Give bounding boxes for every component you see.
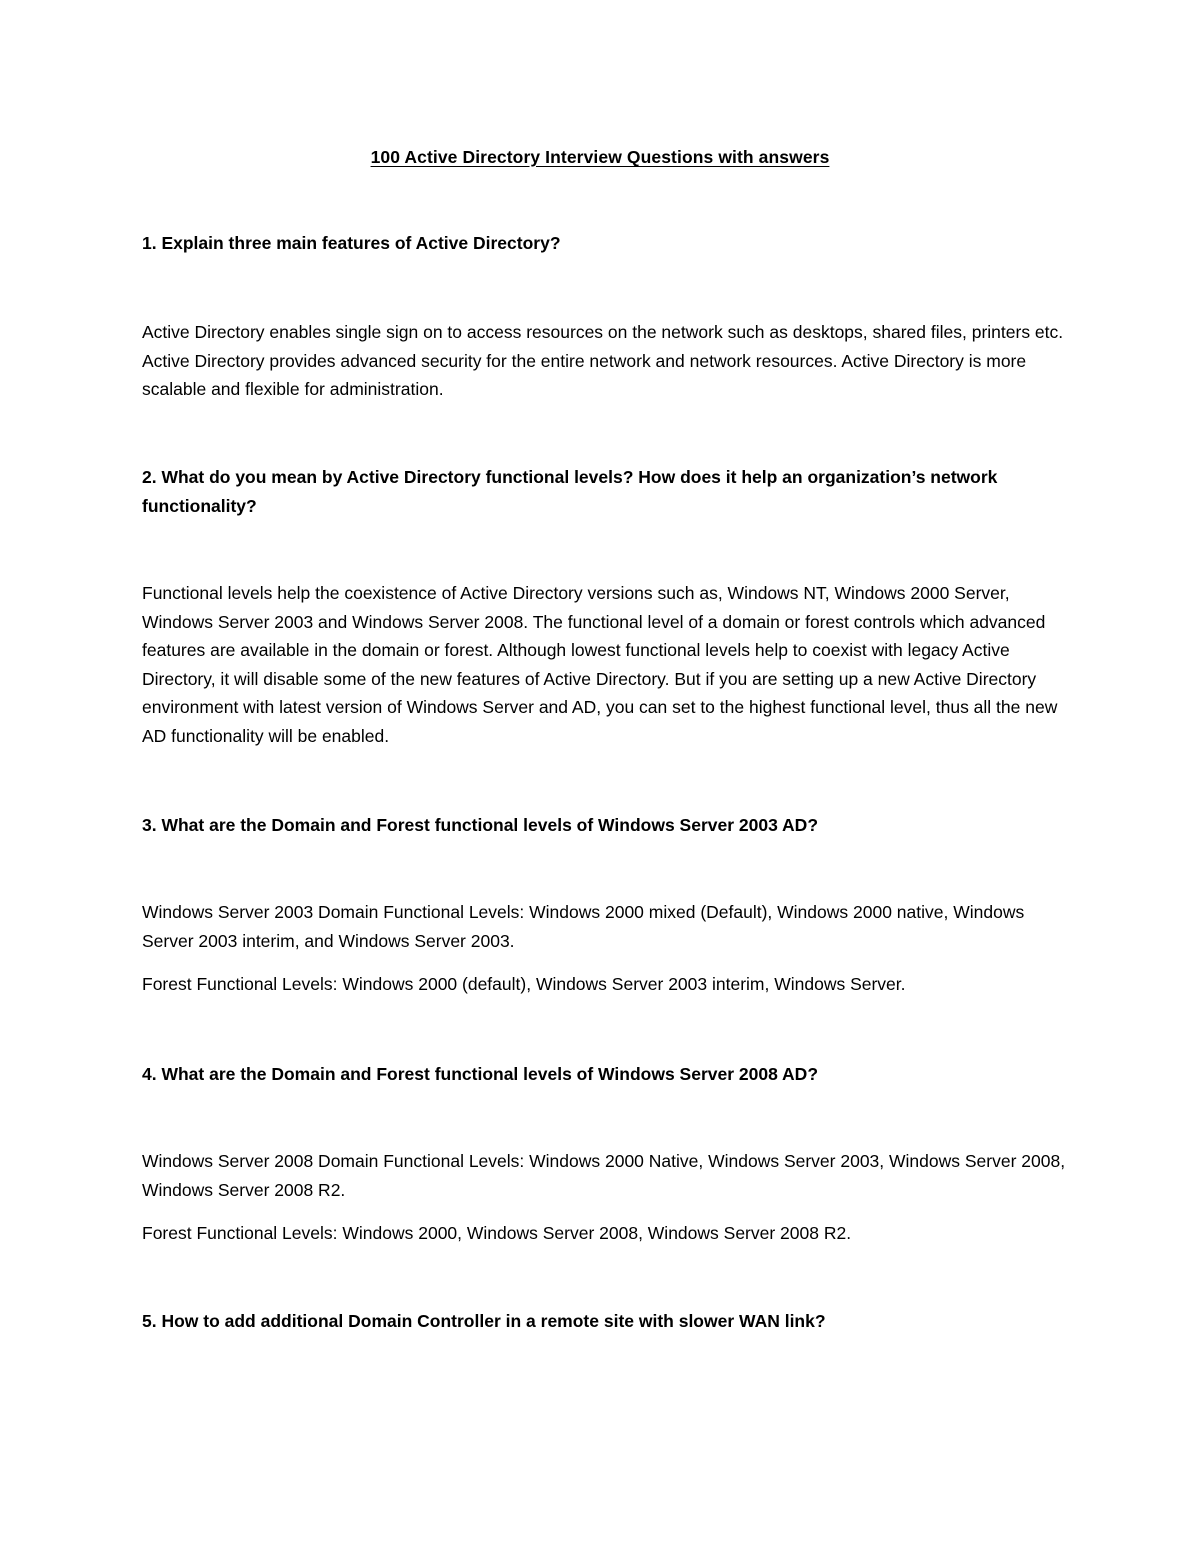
answer-4a: Windows Server 2008 Domain Functional Levels: Windows 2000 Native, Windows Server 2003, Windows Server 2008, Windows Server 2008 R2. [142, 1151, 1066, 1200]
document-title: 100 Active Directory Interview Questions with answers [370, 147, 830, 167]
answer-3b: Forest Functional Levels: Windows 2000 (default), Windows Server 2003 interim, Windows Server. [142, 974, 906, 994]
question-2: 2. What do you mean by Active Directory functional levels? How does it help an organization’s network functionality? [142, 467, 998, 516]
question-4: 4. What are the Domain and Forest functional levels of Windows Server 2008 AD? [142, 1064, 819, 1084]
question-1: 1. Explain three main features of Active Directory? [142, 233, 561, 253]
answer-2: Functional levels help the coexistence of Active Directory versions such as, Windows NT, Windows 2000 Server, Windows Server 2003 and Windows Server 2008. The functional level of a domain or forest controls which advanced features are available in the domain or forest. Although lowest functional levels help to coexist with legacy Active Directory, it will disable some of the new features of Active Directory. But if you are setting up a new Active Directory environment with latest version of Windows Server and AD, you can set to the highest functional level, thus all the new AD functionality will be enabled. [142, 583, 1058, 746]
answer-4b: Forest Functional Levels: Windows 2000, Windows Server 2008, Windows Server 2008 R2. [142, 1223, 852, 1243]
question-3: 3. What are the Domain and Forest functional levels of Windows Server 2003 AD? [142, 815, 819, 835]
answer-3a: Windows Server 2003 Domain Functional Levels: Windows 2000 mixed (Default), Windows 2000 native, Windows Server 2003 interim, and Windows Server 2003. [142, 902, 1025, 951]
answer-1: Active Directory enables single sign on to access resources on the network such as desktops, shared files, printers etc. Active Directory provides advanced security for the entire network and network resources. Active Directory is more scalable and flexible for administration. [142, 322, 1064, 399]
question-5: 5. How to add additional Domain Controller in a remote site with slower WAN link? [142, 1311, 826, 1331]
